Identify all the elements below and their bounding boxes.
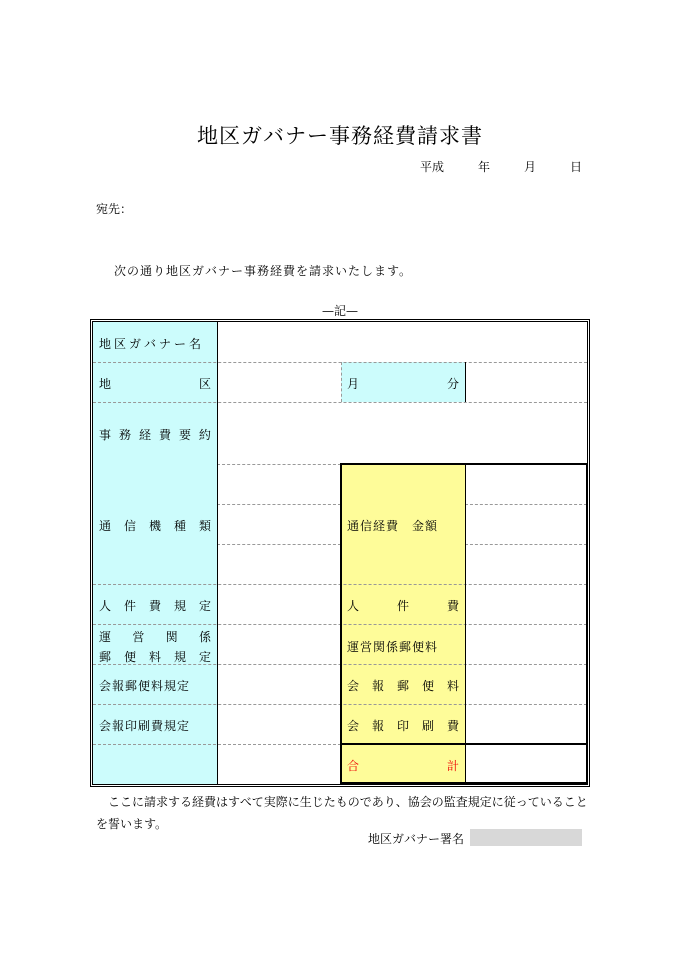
comm-device-field-1[interactable] [218,465,340,504]
ops-rule-field[interactable] [218,625,340,664]
label-total: 合 計 [347,759,459,773]
label-month: 月 分 [347,377,459,391]
comm-cost-field-3[interactable] [466,545,586,584]
footnote-text: ここに請求する経費はすべて実際に生じたものであり、協会の監査規定に従っていることを誓います。 [96,795,588,831]
label-personnel-cost: 人 件 費 [347,599,459,613]
ki-heading: —記— [321,304,358,318]
blank-field[interactable] [218,745,340,784]
label-bulletin-print-rule: 会報印刷費規定 [99,719,191,733]
label-bulletin-postage-rule: 会報郵便料規定 [99,679,191,693]
label-personnel-rule: 人 件 費 規 定 [99,599,211,613]
comm-device-field-3[interactable] [218,545,340,584]
date-year: 年 [477,160,490,174]
date-era: 平成 [420,160,445,174]
signature-label: 地区ガバナー署名 [368,832,465,846]
label-comm-cost-amount: 通信経費 金額 [347,519,439,533]
date-month: 月 [523,160,536,174]
month-field[interactable] [466,363,587,402]
label-district: 地 区 [99,377,211,391]
total-field[interactable] [466,745,586,782]
intro-text: 次の通り地区ガバナー事務経費を請求いたします。 [114,264,413,278]
bulletin-postage-field[interactable] [466,665,586,704]
document-title: 地区ガバナー事務経費請求書 [197,124,483,148]
summary-field[interactable] [218,403,587,463]
label-bulletin-postage: 会 報 郵 便 料 [347,679,459,693]
date-day: 日 [569,160,582,174]
label-ops-postage: 運営関係郵便料 [347,640,439,654]
bulletin-print-field[interactable] [466,705,586,743]
district-field[interactable] [218,363,341,402]
label-ops-line2: 郵 便 料 規 定 [99,650,211,664]
personnel-cost-field[interactable] [466,585,586,624]
bulletin-postage-rule-field[interactable] [218,665,340,704]
comm-cost-field-2[interactable] [466,505,586,544]
governor-name-field[interactable] [218,322,587,362]
expense-form [90,319,590,787]
personnel-rule-field[interactable] [218,585,340,624]
label-bulletin-print: 会 報 印 刷 費 [347,719,459,733]
label-summary: 事 務 経 費 要 約 [99,428,211,442]
label-comm-device-type: 通 信 機 種 類 [99,519,211,533]
label-ops-line1: 運 営 関 係 [99,630,211,644]
signature-field[interactable] [470,829,582,846]
ops-postage-field[interactable] [466,625,586,664]
comm-cost-field-1[interactable] [466,465,586,504]
addressee-label: 宛先： [96,202,133,216]
date-line [420,158,582,175]
comm-device-field-2[interactable] [218,505,340,544]
label-governor-name: 地区ガバナー名 [99,337,205,351]
bulletin-print-rule-field[interactable] [218,705,340,744]
